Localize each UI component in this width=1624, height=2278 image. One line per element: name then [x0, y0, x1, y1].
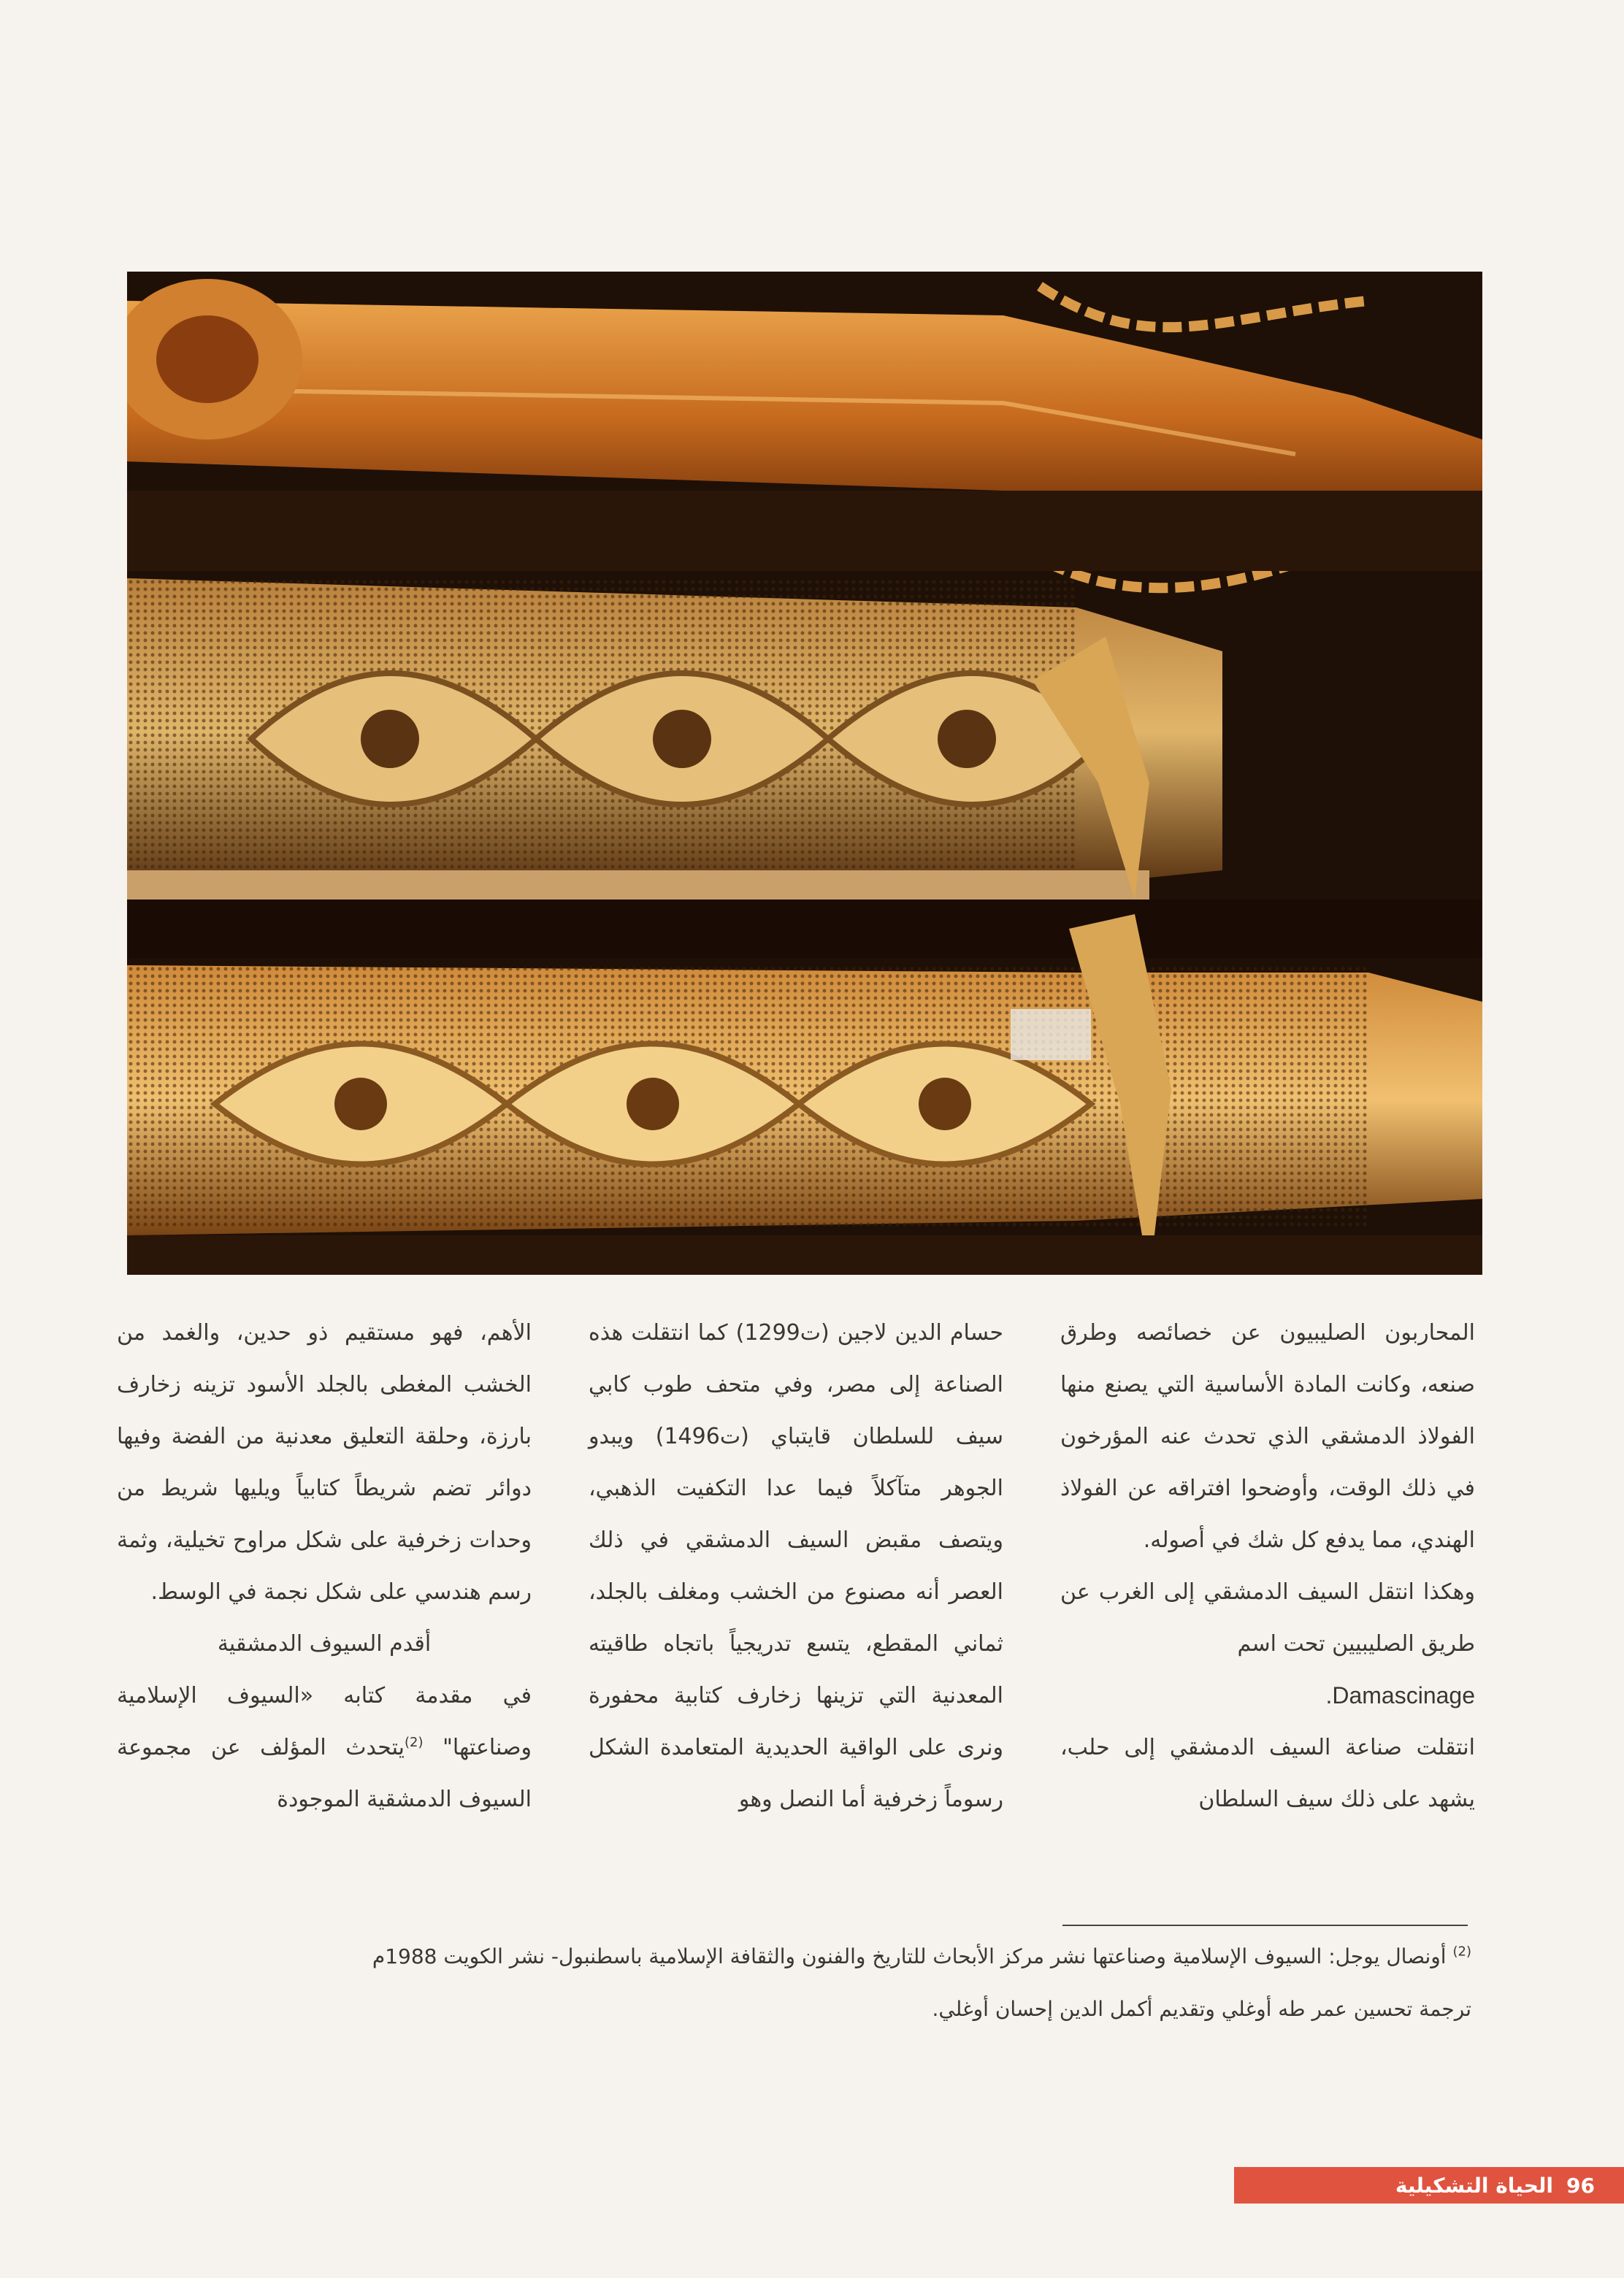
latin-term: Damascinage.	[1325, 1682, 1475, 1708]
paragraph: المحاربون الصليبيون عن خصائصه وطرق صنعه، وكانت المادة الأساسية التي يصنع منها الفولاذ الدمشقي الذي تحدث عنه المؤرخون في ذلك الوقت، وأوضحوا افتراقه عن الفولاذ الهندي، مما يدفع كل شك في أصوله.	[1060, 1320, 1475, 1553]
footnote-line: ترجمة تحسين عمر طه أوغلي وتقديم أكمل الدين إحسان أوغلي.	[932, 1997, 1471, 2021]
paragraph: الأهم، فهو مستقيم ذو حدين، والغمد من الخشب المغطى بالجلد الأسود تزينه زخارف بارزة، وحلقة التعليق معدنية من الفضة وفيها دوائر تضم شريطاً كتابياً ويليها شريط من وحدات زخرفية على شكل مراوح تخيلية، وثمة رسم هندسي على شكل نجمة في الوسط.	[117, 1320, 532, 1605]
paragraph-text: في مقدمة كتابه «السيوف الإسلامية وصناعتها"	[117, 1683, 532, 1760]
magazine-title: الحياة التشكيلية	[1395, 2173, 1554, 2198]
text-column-middle	[589, 1307, 1003, 1825]
paragraph-text: يتحدث المؤلف عن مجموعة السيوف الدمشقية الموجودة	[117, 1735, 532, 1812]
page-number: 96	[1566, 2173, 1595, 2198]
page-footer	[1234, 2167, 1624, 2204]
footnote-line	[146, 1930, 1471, 1983]
footnote	[146, 1930, 1471, 2036]
paragraph	[117, 1670, 532, 1825]
text-column-right	[1060, 1307, 1475, 1825]
footnote-text: أونصال يوجل: السيوف الإسلامية وصناعتها نشر مركز الأبحاث للتاريخ والفنون والثقافة الإسلامية باسطنبول- نشر الكويت 1988م	[372, 1944, 1447, 1968]
footnote-marker: (2)	[1452, 1944, 1471, 1960]
paragraph: حسام الدين لاجين (ت1299) كما انتقلت هذه الصناعة إلى مصر، وفي متحف طوب كابي سيف للسلطان قايتباي (ت1496) ويبدو الجوهر متآكلاً فيما عدا التكفيت الذهبي، ويتصف مقبض السيف الدمشقي في ذلك العصر أنه مصنوع من الخشب ومغلف بالجلد، ثماني المقطع، يتسع تدريجياً باتجاه طاقيته المعدنية التي تزينها زخارف كتابية محفورة ونرى على الواقية الحديدية المتعامدة الشكل رسوماً زخرفية أما النصل وهو	[589, 1320, 1004, 1812]
section-heading: أقدم السيوف الدمشقية	[217, 1631, 432, 1657]
text-column-left	[117, 1307, 532, 1825]
paragraph: وهكذا انتقل السيف الدمشقي إلى الغرب عن طريق الصليبيين تحت اسم	[1060, 1579, 1475, 1657]
sword-scabbards-photo	[127, 272, 1482, 1275]
paragraph: انتقلت صناعة السيف الدمشقي إلى حلب، يشهد على ذلك سيف السلطان	[1060, 1735, 1475, 1812]
footnote-rule	[1062, 1925, 1468, 1926]
footnote-reference: (2)	[405, 1735, 424, 1750]
